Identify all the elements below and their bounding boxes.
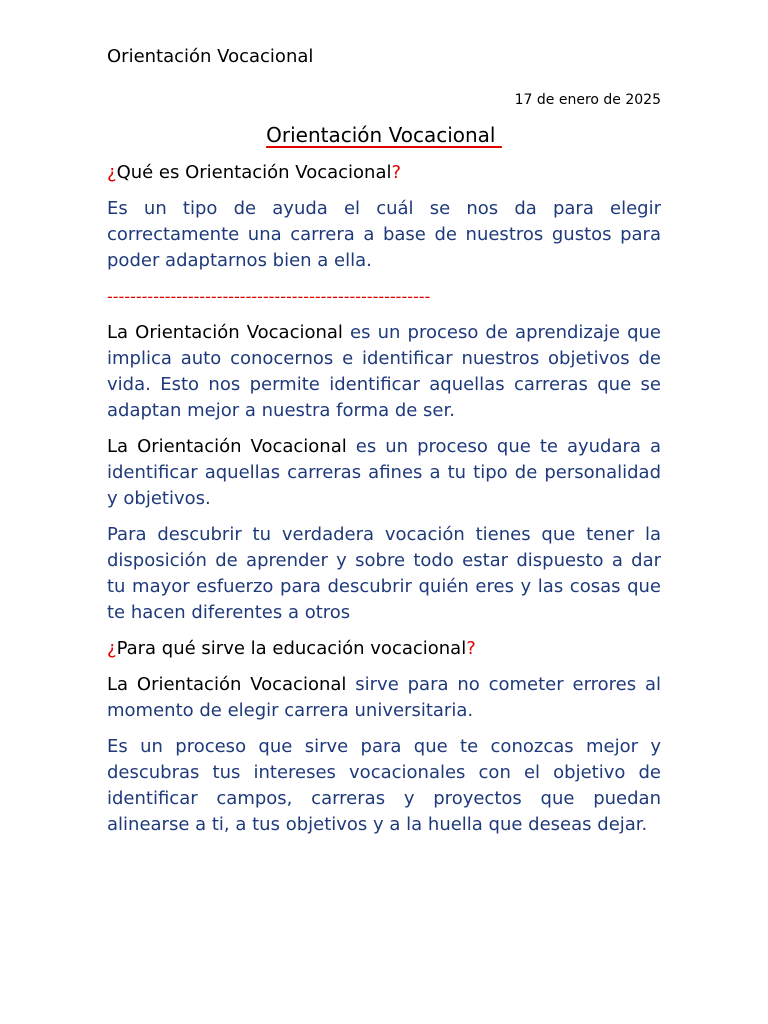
header-title: Orientación Vocacional bbox=[107, 46, 314, 67]
question-heading-2 bbox=[107, 636, 661, 662]
paragraph-lead: La Orientación Vocacional bbox=[107, 674, 347, 695]
question-text: Qué es Orientación Vocacional bbox=[116, 162, 392, 183]
document-body bbox=[107, 160, 661, 848]
question-open-mark: ¿ bbox=[107, 638, 117, 659]
document-title: Orientación Vocacional bbox=[266, 123, 502, 147]
paragraph-discover: Para descubrir tu verdadera vocación tienes que tener la disposición de aprender y sobre todo estar dispuesto a dar tu mayor esfuerzo para descubrir quién eres y las cosas que te hacen diferentes a otros bbox=[107, 524, 661, 623]
question-close-mark: ? bbox=[466, 638, 476, 659]
document-title-container bbox=[0, 121, 768, 149]
paragraph-lead: La Orientación Vocacional bbox=[107, 322, 343, 343]
paragraph-rest: es un proceso que te ayudara a identificar aquellas carreras afines a tu tipo de personalidad y objetivos. bbox=[107, 436, 661, 509]
document-date: 17 de enero de 2025 bbox=[514, 92, 661, 108]
question-heading-1 bbox=[107, 160, 661, 186]
question-open-mark: ¿ bbox=[107, 162, 117, 183]
paragraph-process bbox=[107, 320, 661, 424]
paragraph-lead: La Orientación Vocacional bbox=[107, 436, 347, 457]
paragraph-careers bbox=[107, 434, 661, 512]
paragraph-definition: Es un tipo de ayuda el cuál se nos da para elegir correctamente una carrera a base de nuestros gustos para poder adaptarnos bien a ella. bbox=[107, 198, 661, 271]
paragraph-interests: Es un proceso que sirve para que te conozcas mejor y descubras tus intereses vocacionales con el objetivo de identificar campos, carreras y proyectos que puedan alinearse a ti, a tus objetivos y a la huella que deseas dejar. bbox=[107, 736, 661, 835]
paragraph-rest: es un proceso de aprendizaje que implica auto conocernos e identificar nuestros objetivos de vida. Esto nos permite identificar aquellas carreras que se adaptan mejor a nuestra forma de ser. bbox=[107, 322, 661, 421]
question-close-mark: ? bbox=[391, 162, 402, 183]
paragraph-purpose bbox=[107, 672, 661, 724]
question-text: Para qué sirve la educación vocacional bbox=[116, 638, 467, 659]
paragraph-rest: sirve para no cometer errores al momento de elegir carrera universitaria. bbox=[107, 674, 662, 721]
red-dashed-separator: -------------------------------------------------------- bbox=[107, 287, 431, 306]
